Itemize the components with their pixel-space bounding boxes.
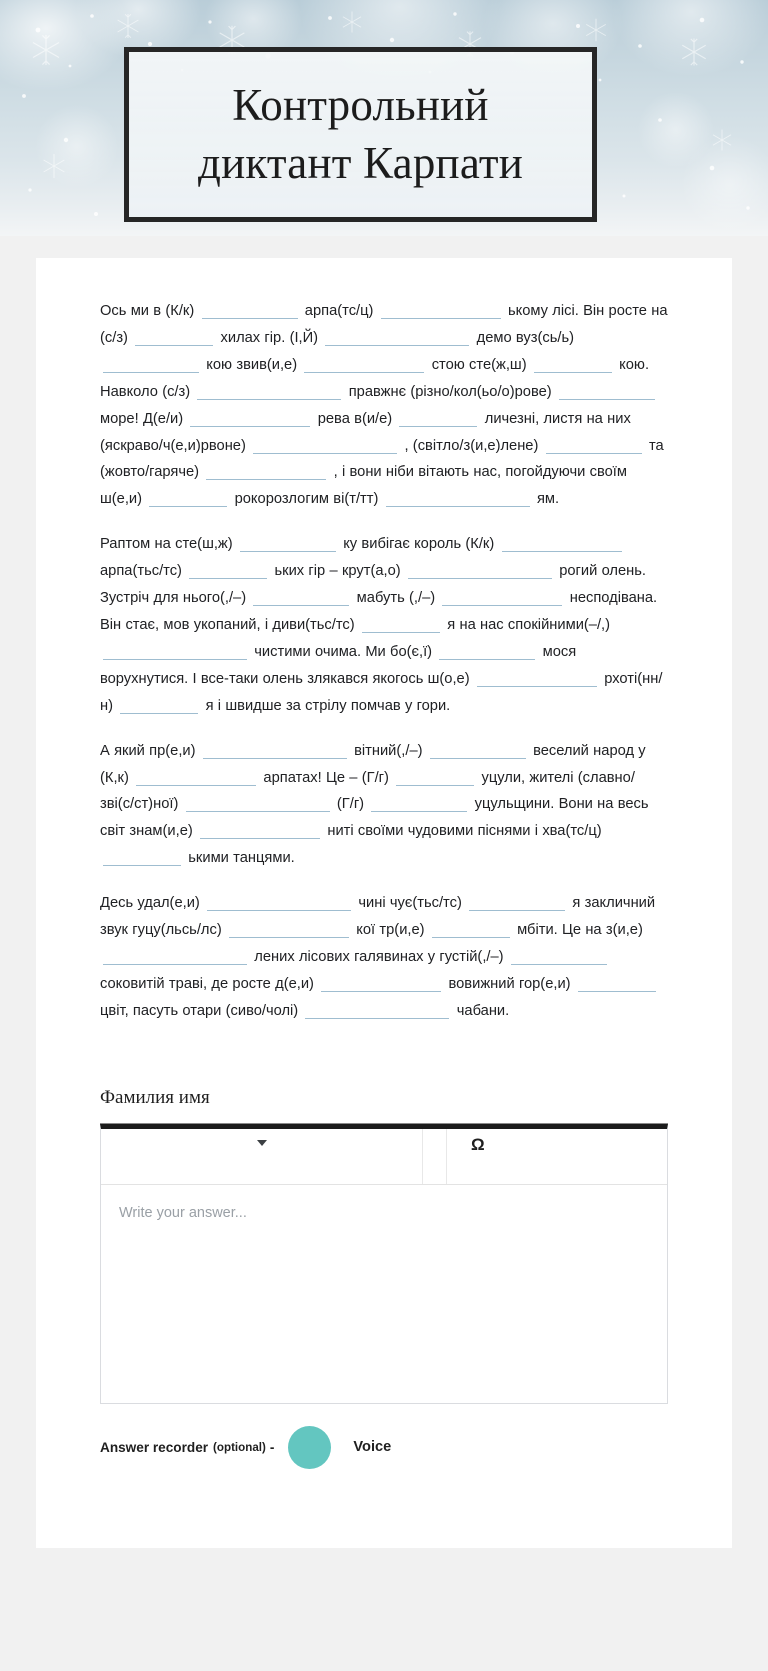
page-title xyxy=(184,77,537,192)
cloze-blank[interactable] xyxy=(120,698,198,714)
cloze-text: Десь удал(е,и) xyxy=(100,895,205,912)
answer-recorder-optional: (optional) xyxy=(213,1440,266,1454)
cloze-blank[interactable] xyxy=(396,770,474,786)
cloze-blank[interactable] xyxy=(202,303,298,319)
cloze-blank[interactable] xyxy=(200,823,320,839)
cloze-blank[interactable] xyxy=(325,330,469,346)
cloze-blank[interactable] xyxy=(190,411,310,427)
cloze-blank[interactable] xyxy=(103,850,181,866)
answer-recorder-row xyxy=(100,1426,668,1469)
cloze-text: та (жовто/гаряче) xyxy=(100,437,664,481)
cloze-text: (Г/г) xyxy=(336,796,369,813)
cloze-blank[interactable] xyxy=(386,491,530,507)
cloze-blank[interactable] xyxy=(432,922,510,938)
cloze-blank[interactable] xyxy=(477,671,597,687)
cloze-text: мбіти. Це на з(и,е) xyxy=(517,922,643,939)
answer-editor xyxy=(100,1124,668,1404)
answer-input[interactable] xyxy=(101,1185,667,1403)
cloze-text: вовижний гор(е,и) xyxy=(448,975,575,992)
cloze-text: рева в(и/е) xyxy=(317,410,397,427)
cloze-blank[interactable] xyxy=(408,563,552,579)
cloze-text: рогий олень. Зустріч для нього(,/–) xyxy=(100,563,647,607)
answer-placeholder: Write your answer... xyxy=(119,1204,247,1221)
cloze-blank[interactable] xyxy=(559,384,655,400)
cloze-text: хилах гір. (І,Й) xyxy=(220,329,323,346)
cloze-text: кою звив(и,е) xyxy=(206,356,302,373)
special-character-button[interactable] xyxy=(447,1129,667,1184)
page-title-line1: Контрольний xyxy=(232,79,489,130)
cloze-blank[interactable] xyxy=(430,743,526,759)
name-field-label: Фамилия имя xyxy=(100,1086,210,1108)
document-sheet xyxy=(36,258,732,1548)
cloze-text: цвіт, пасуть отари (сиво/чолі) xyxy=(100,1002,303,1019)
cloze-paragraph xyxy=(100,738,668,873)
cloze-blank[interactable] xyxy=(135,330,213,346)
voice-label: Voice xyxy=(353,1439,392,1456)
cloze-text: чабани. xyxy=(456,1002,510,1019)
cloze-text: мабуть (,/–) xyxy=(356,590,440,607)
cloze-text: ьких гір – крут(а,о) xyxy=(274,563,405,580)
cloze-blank[interactable] xyxy=(103,949,247,965)
cloze-blank[interactable] xyxy=(371,796,467,812)
cloze-text: ниті своїми чудовими піснями і хва(тс/ц) xyxy=(327,823,602,840)
cloze-paragraph xyxy=(100,298,668,513)
cloze-text-body xyxy=(100,298,668,1025)
cloze-blank[interactable] xyxy=(136,770,256,786)
cloze-text: демо вуз(сь/ь) xyxy=(476,329,574,346)
cloze-text: , і вони ніби вітають нас, погойдуючи своїм ш(е,и) xyxy=(100,464,627,508)
answer-recorder-dash: - xyxy=(269,1439,275,1455)
cloze-text: я і швидше за стрілу помчав у гори. xyxy=(205,697,451,714)
cloze-blank[interactable] xyxy=(149,491,227,507)
cloze-text: я закличний звук гуцу(льсь/лс) xyxy=(100,895,656,939)
cloze-blank[interactable] xyxy=(304,357,424,373)
cloze-text: арпа(тс/ц) xyxy=(304,303,378,319)
cloze-blank[interactable] xyxy=(186,796,330,812)
cloze-blank[interactable] xyxy=(442,590,562,606)
cloze-text: кої тр(и,е) xyxy=(356,922,429,939)
cloze-blank[interactable] xyxy=(546,438,642,454)
cloze-text: лених лісових галявинах у густій(,/–) xyxy=(254,948,508,965)
cloze-text: чистими очима. Ми бо(є,ї) xyxy=(254,643,437,660)
cloze-blank[interactable] xyxy=(305,1003,449,1019)
cloze-blank[interactable] xyxy=(253,590,349,606)
cloze-text: ькому лісі. Він росте на (с/з) xyxy=(100,303,668,346)
cloze-blank[interactable] xyxy=(578,976,656,992)
cloze-text: чині чує(тьс/тс) xyxy=(358,895,467,912)
omega-icon: Ω xyxy=(471,1134,485,1154)
cloze-text: арпа(тьс/тс) xyxy=(100,563,187,580)
cloze-blank[interactable] xyxy=(206,464,326,480)
document-content xyxy=(36,298,732,1469)
title-frame xyxy=(124,47,597,222)
cloze-text: несподівана. Він стає, мов укопаний, і диви(тьс/тс) xyxy=(100,590,658,633)
cloze-text: рхоті(нн/н) xyxy=(100,670,663,714)
cloze-blank[interactable] xyxy=(189,563,267,579)
cloze-text: вітний(,/–) xyxy=(354,742,427,759)
cloze-blank[interactable] xyxy=(399,411,477,427)
font-select-dropdown[interactable] xyxy=(101,1129,423,1184)
cloze-text: уцульщини. Вони на весь світ знам(и,е) xyxy=(100,796,649,840)
page-title-line2: диктант Карпати xyxy=(198,137,523,188)
cloze-text: ку вибігає король (К/к) xyxy=(343,536,499,553)
cloze-text: соковитій траві, де росте д(е,и) xyxy=(100,975,319,992)
cloze-text: , (світло/з(и,е)лене) xyxy=(404,437,543,454)
cloze-blank[interactable] xyxy=(381,303,501,319)
cloze-blank[interactable] xyxy=(502,536,622,552)
cloze-blank[interactable] xyxy=(469,895,565,911)
record-voice-button[interactable] xyxy=(288,1426,331,1469)
cloze-blank[interactable] xyxy=(203,743,347,759)
cloze-text: стою сте(ж,ш) xyxy=(431,356,531,373)
cloze-text: Ось ми в (К/к) xyxy=(100,303,199,319)
cloze-paragraph xyxy=(100,890,668,1025)
cloze-blank[interactable] xyxy=(240,536,336,552)
cloze-paragraph xyxy=(100,531,668,719)
cloze-blank[interactable] xyxy=(321,976,441,992)
cloze-blank[interactable] xyxy=(362,617,440,633)
cloze-blank[interactable] xyxy=(197,384,341,400)
cloze-text: правжнє (різно/кол(ьо/о)рове) xyxy=(348,383,556,400)
cloze-blank[interactable] xyxy=(229,922,349,938)
cloze-blank[interactable] xyxy=(511,949,607,965)
name-field-block xyxy=(100,1087,668,1124)
header-banner xyxy=(0,0,768,236)
cloze-blank[interactable] xyxy=(103,357,199,373)
cloze-text: ям. xyxy=(536,491,560,508)
cloze-text: личезні, листя на них (яскраво/ч(е,и)рвоне) xyxy=(100,410,631,454)
cloze-text: арпатах! Це – (Г/г) xyxy=(263,769,394,786)
toolbar-divider xyxy=(423,1129,447,1184)
cloze-blank[interactable] xyxy=(253,438,397,454)
cloze-blank[interactable] xyxy=(439,644,535,660)
cloze-text: рокорозлогим ві(т/тт) xyxy=(234,491,383,508)
cloze-blank[interactable] xyxy=(207,895,351,911)
cloze-text: я на нас спокійними(–/,) xyxy=(447,616,611,633)
cloze-text: уцули, жителі (славно/зві(с/ст)ної) xyxy=(100,769,635,813)
chevron-down-icon xyxy=(257,1140,267,1146)
cloze-text: море! Д(е/и) xyxy=(100,410,188,427)
cloze-text: веселий народ у (К,к) xyxy=(100,742,646,786)
cloze-text: мося ворухнутися. І все-таки олень злякався якогось ш(о,е) xyxy=(100,643,577,687)
cloze-blank[interactable] xyxy=(534,357,612,373)
editor-toolbar xyxy=(101,1129,667,1185)
cloze-text: А який пр(е,и) xyxy=(100,742,200,759)
cloze-text: Раптом на сте(ш,ж) xyxy=(100,536,237,553)
cloze-text: кою. Навколо (с/з) xyxy=(100,356,650,400)
cloze-text: ькими танцями. xyxy=(188,850,295,867)
cloze-blank[interactable] xyxy=(103,644,247,660)
answer-recorder-label: Answer recorder xyxy=(100,1439,209,1455)
